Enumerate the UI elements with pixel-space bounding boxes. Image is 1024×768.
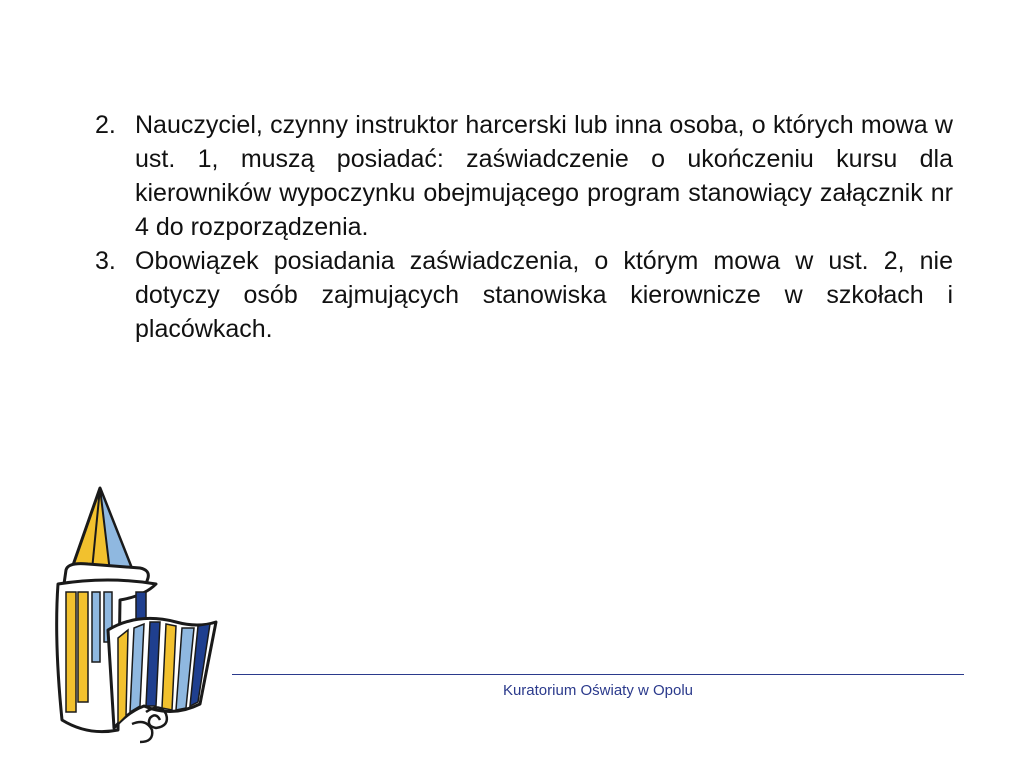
footer-divider	[232, 674, 964, 675]
list-item-number: 3.	[95, 247, 116, 275]
footer-label: Kuratorium Oświaty w Opolu	[502, 682, 694, 699]
kuratorium-logo-icon	[48, 480, 228, 752]
list-item	[95, 244, 953, 346]
list-item	[95, 108, 953, 244]
list-item-number: 2.	[95, 111, 116, 139]
list-item-text: Nauczyciel, czynny instruktor harcerski lub inna osoba, o których mowa w ust. 1, muszą posiadać: zaświadczenie o ukończeniu kursu dla kierowników wypoczynku obejmującego program stanowiący załącznik nr 4 do rozporządzenia.	[135, 111, 953, 241]
list-item-text: Obowiązek posiadania zaświadczenia, o którym mowa w ust. 2, nie dotyczy osób zajmujących stanowiska kierownicze w szkołach i placówkach.	[135, 247, 953, 343]
slide-content	[95, 108, 953, 346]
